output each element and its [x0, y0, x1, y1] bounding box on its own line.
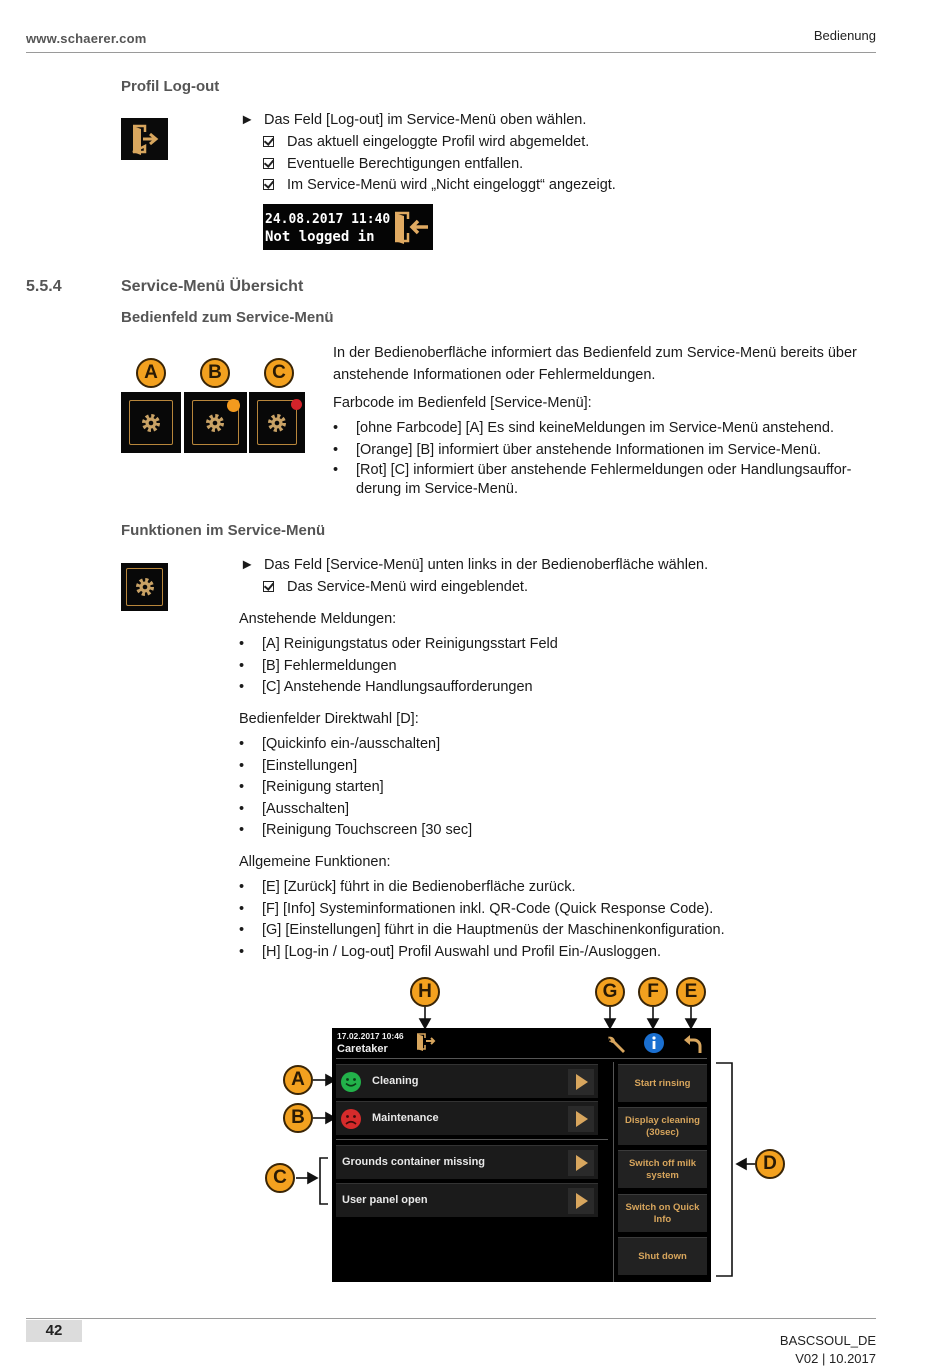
funktionen-heading: Funktionen im Service-Menü	[121, 522, 326, 539]
list-item: • [B] Fehlermeldungen	[239, 656, 558, 678]
play-arrow-icon	[568, 1106, 594, 1132]
list-item: • [A] Reinigungstatus oder Reinigungsstart Feld	[239, 634, 558, 656]
list-item: • [Einstellungen]	[239, 756, 472, 778]
direktwahl-label: Bedienfelder Direktwahl [D]:	[239, 711, 419, 727]
badge-a: A	[136, 358, 166, 388]
farbcode-label: Farbcode im Bedienfeld [Service-Menü]:	[333, 395, 592, 411]
meldungen-label: Anstehende Meldungen:	[239, 611, 397, 627]
smiley-happy-icon	[340, 1071, 362, 1093]
list-item: • [E] [Zurück] führt in die Bedienoberfläche zurück.	[239, 877, 725, 899]
start-rinsing-button[interactable]: Start rinsing	[618, 1064, 707, 1102]
callout-d: D	[755, 1149, 785, 1179]
badge-c: C	[264, 358, 294, 388]
switch-on-quickinfo-button[interactable]: Switch on Quick Info	[618, 1194, 707, 1232]
row-label: User panel open	[342, 1194, 428, 1206]
footer-rule	[26, 1318, 876, 1319]
row-label: Grounds container missing	[342, 1156, 486, 1168]
list-item: • [F] [Info] Systeminformationen inkl. QR-Code (Quick Response Code).	[239, 899, 725, 921]
step-arrow-icon: ►	[240, 112, 255, 128]
site-url: www.schaerer.com	[26, 31, 147, 46]
bedienfeld-heading: Bedienfeld zum Service-Menü	[121, 309, 334, 326]
section-title: Service-Menü Übersicht	[121, 278, 304, 295]
logout-heading: Profil Log-out	[121, 78, 220, 95]
display-status: Not logged in	[265, 229, 375, 245]
doc-id: BASCSOUL_DE	[779, 1333, 876, 1348]
callout-b: B	[283, 1103, 313, 1133]
callout-e: E	[676, 977, 706, 1007]
step-arrow-icon: ►	[240, 557, 255, 573]
row-arrow	[568, 1069, 594, 1095]
callout-h: H	[410, 977, 440, 1007]
display-cleaning-button[interactable]: Display cleaning (30sec)	[618, 1107, 707, 1145]
switch-off-milk-button[interactable]: Switch off milk system	[618, 1150, 707, 1188]
service-menu-screen	[332, 1028, 711, 1282]
screen-row-userpanel[interactable]	[336, 1183, 598, 1217]
screen-row-cleaning[interactable]	[336, 1064, 598, 1098]
list-item: • [Quickinfo ein-/ausschalten]	[239, 734, 472, 756]
section-number: 5.5.4	[26, 278, 62, 295]
screen-datetime: 17.02.2017 10:46	[337, 1031, 404, 1041]
callout-a: A	[283, 1065, 313, 1095]
chapter-title: Bedienung	[813, 28, 876, 43]
row-arrow	[568, 1188, 594, 1214]
badge-b: B	[200, 358, 230, 388]
info-icon[interactable]	[643, 1032, 665, 1054]
screen-user: Caretaker	[337, 1043, 388, 1055]
shut-down-button[interactable]: Shut down	[618, 1237, 707, 1275]
row-arrow	[568, 1106, 594, 1132]
bedienfeld-intro: In der Bedienoberfläche informiert das Bedienfeld zum Service-Menü bereits über anstehende Informationen oder Fehlermeldungen.	[333, 345, 857, 383]
allgemein-label: Allgemeine Funktionen:	[239, 854, 391, 870]
page-number: 42	[26, 1320, 82, 1342]
back-icon[interactable]	[681, 1032, 705, 1056]
play-arrow-icon	[568, 1188, 594, 1214]
callout-g: G	[595, 977, 625, 1007]
list-item: • [Ausschalten]	[239, 799, 472, 821]
list-item: • [G] [Einstellungen] führt in die Hauptmenüs der Maschinenkonfiguration.	[239, 920, 725, 942]
list-item: • [ohne Farbcode] [A] Es sind keineMeldungen im Service-Menü anstehend.	[333, 418, 878, 440]
screen-row-grounds[interactable]	[336, 1145, 598, 1179]
list-item: • [H] [Log-in / Log-out] Profil Auswahl und Profil Ein-/Ausloggen.	[239, 942, 725, 964]
screen-row-maintenance[interactable]	[336, 1101, 598, 1135]
callout-c: C	[265, 1163, 295, 1193]
list-item: • [Reinigung starten]	[239, 777, 472, 799]
list-item: • [Orange] [B] informiert über anstehende Informationen im Service-Menü.	[333, 440, 878, 462]
list-item: • [Rot] [C] informiert über anstehende Fehlermeldungen oder Handlungsauffor-derung im Service-Menü.	[333, 461, 878, 498]
row-label: Cleaning	[372, 1075, 419, 1087]
display-datetime: 24.08.2017 11:40	[265, 212, 391, 227]
doc-version: V02 | 10.2017	[795, 1351, 876, 1366]
smiley-sad-icon	[340, 1108, 362, 1130]
list-item: • [C] Anstehende Handlungsaufforderungen	[239, 677, 558, 699]
row-label: Maintenance	[372, 1112, 439, 1124]
play-arrow-icon	[568, 1150, 594, 1176]
play-arrow-icon	[568, 1069, 594, 1095]
logout-icon[interactable]	[414, 1031, 436, 1053]
list-item: • [Reinigung Touchscreen [30 sec]	[239, 820, 472, 842]
wrench-icon[interactable]	[604, 1032, 628, 1056]
row-arrow	[568, 1150, 594, 1176]
callout-f: F	[638, 977, 668, 1007]
